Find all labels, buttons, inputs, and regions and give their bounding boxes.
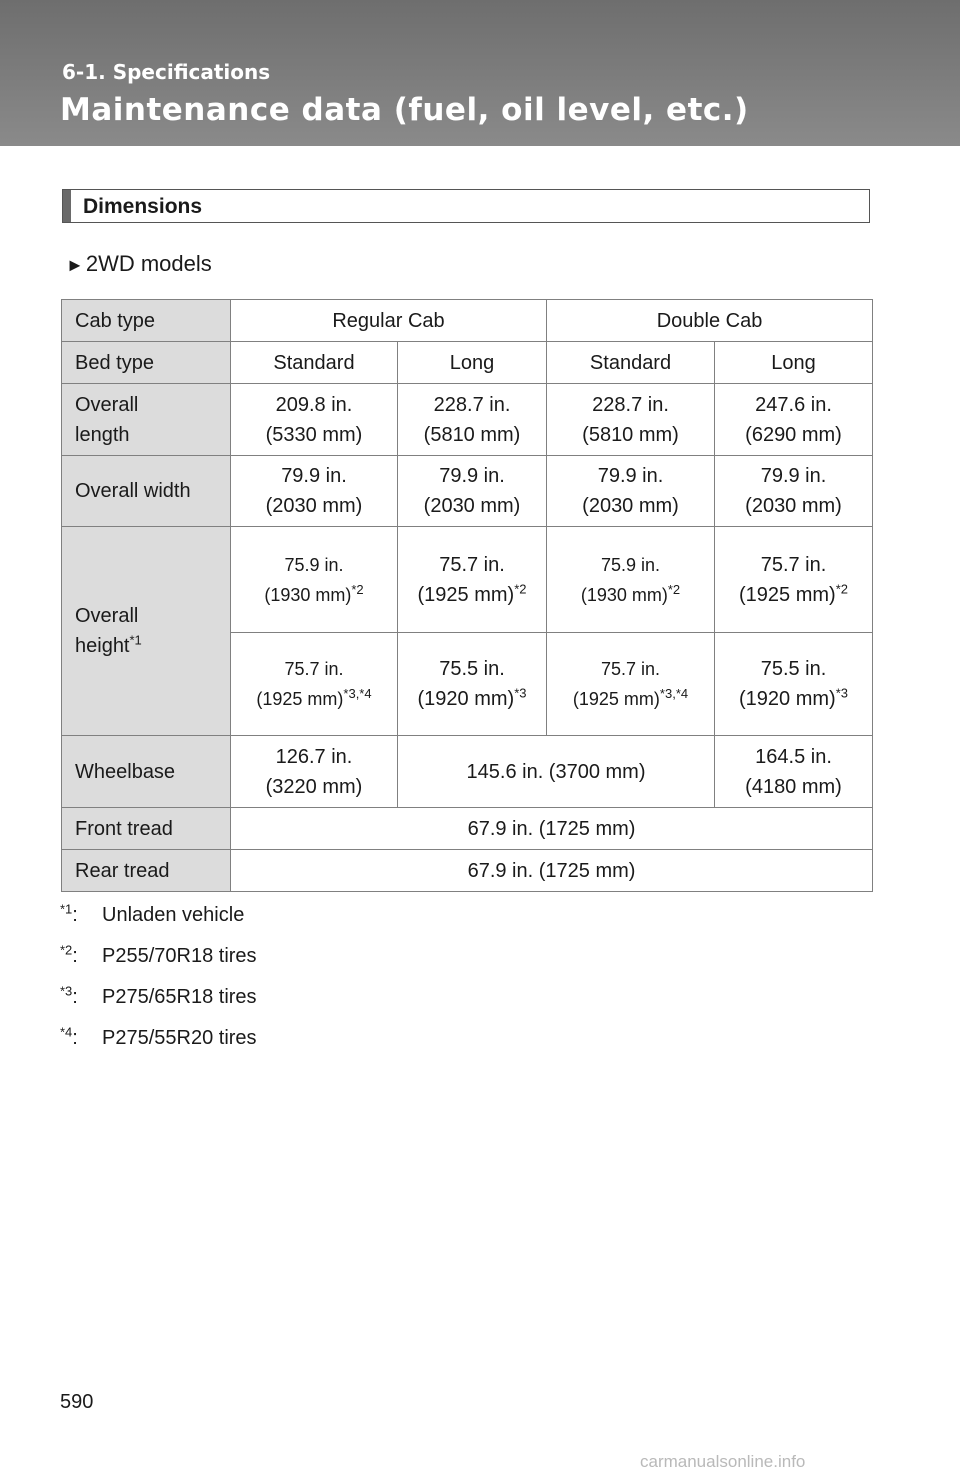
bed-type-label: Bed type — [62, 342, 231, 384]
overall-length-label: Overall length — [62, 384, 231, 456]
table-row — [62, 850, 873, 892]
width-cell: 79.9 in. (2030 mm) — [715, 456, 873, 527]
front-tread-value: 67.9 in. (1725 mm) — [231, 808, 873, 850]
height-cell: 75.7 in. (1925 mm)$^{*2}$ — [398, 527, 547, 633]
footnote: $^{*1}$: Unladen vehicle — [60, 901, 245, 926]
bed-type-cell: Standard — [231, 342, 398, 384]
heading-accent-bar — [63, 190, 71, 222]
dimensions-table — [61, 299, 873, 892]
table-row — [62, 342, 873, 384]
footnote: $^{*3}$: P275/65R18 tires — [60, 983, 257, 1008]
overall-width-label: Overall width — [62, 456, 231, 527]
footnote: $^{*4}$: P275/55R20 tires — [60, 1024, 257, 1049]
height-cell: 75.7 in. (1925 mm)$^{*3,*4}$ — [547, 633, 715, 736]
double-cab-header: Double Cab — [547, 300, 873, 342]
regular-cab-header: Regular Cab — [231, 300, 547, 342]
rear-tread-value: 67.9 in. (1725 mm) — [231, 850, 873, 892]
table-row — [62, 300, 873, 342]
bed-type-cell: Long — [398, 342, 547, 384]
wheelbase-cell: 126.7 in. (3220 mm) — [231, 736, 398, 808]
triangle-arrow-icon: ► — [66, 255, 84, 275]
height-cell: 75.7 in. (1925 mm)$^{*3,*4}$ — [231, 633, 398, 736]
bed-type-cell: Standard — [547, 342, 715, 384]
height-cell: 75.9 in. (1930 mm)$^{*2}$ — [547, 527, 715, 633]
page-number: 590 — [60, 1391, 94, 1413]
length-cell: 209.8 in. (5330 mm) — [231, 384, 398, 456]
length-cell: 228.7 in. (5810 mm) — [547, 384, 715, 456]
subheading — [66, 251, 212, 277]
width-cell: 79.9 in. (2030 mm) — [231, 456, 398, 527]
section-label: 6-1. Specifications — [62, 60, 271, 84]
height-cell: 75.5 in. (1920 mm)$^{*3}$ — [715, 633, 873, 736]
height-cell: 75.9 in. (1930 mm)$^{*2}$ — [231, 527, 398, 633]
cab-type-label: Cab type — [62, 300, 231, 342]
height-cell: 75.5 in. (1920 mm)$^{*3}$ — [398, 633, 547, 736]
overall-height-label: Overall height$^{*1}$ — [62, 527, 231, 736]
width-cell: 79.9 in. (2030 mm) — [398, 456, 547, 527]
wheelbase-label: Wheelbase — [62, 736, 231, 808]
rear-tread-label: Rear tread — [62, 850, 231, 892]
page-title: Maintenance data (fuel, oil level, etc.) — [60, 92, 749, 128]
table-row — [62, 808, 873, 850]
table-row — [62, 384, 873, 456]
length-cell: 228.7 in. (5810 mm) — [398, 384, 547, 456]
width-cell: 79.9 in. (2030 mm) — [547, 456, 715, 527]
subheading-text: 2WD models — [85, 251, 212, 276]
height-cell: 75.7 in. (1925 mm)$^{*2}$ — [715, 527, 873, 633]
bed-type-cell: Long — [715, 342, 873, 384]
watermark: carmanualsonline.info — [640, 1452, 806, 1471]
dimensions-heading: Dimensions — [83, 195, 203, 218]
wheelbase-cell: 145.6 in. (3700 mm) — [398, 736, 715, 808]
front-tread-label: Front tread — [62, 808, 231, 850]
dimensions-heading-box — [62, 189, 870, 223]
footnote: $^{*2}$: P255/70R18 tires — [60, 942, 257, 967]
table-row — [62, 456, 873, 527]
length-cell: 247.6 in. (6290 mm) — [715, 384, 873, 456]
wheelbase-cell: 164.5 in. (4180 mm) — [715, 736, 873, 808]
table-row — [62, 527, 873, 633]
table-row — [62, 736, 873, 808]
